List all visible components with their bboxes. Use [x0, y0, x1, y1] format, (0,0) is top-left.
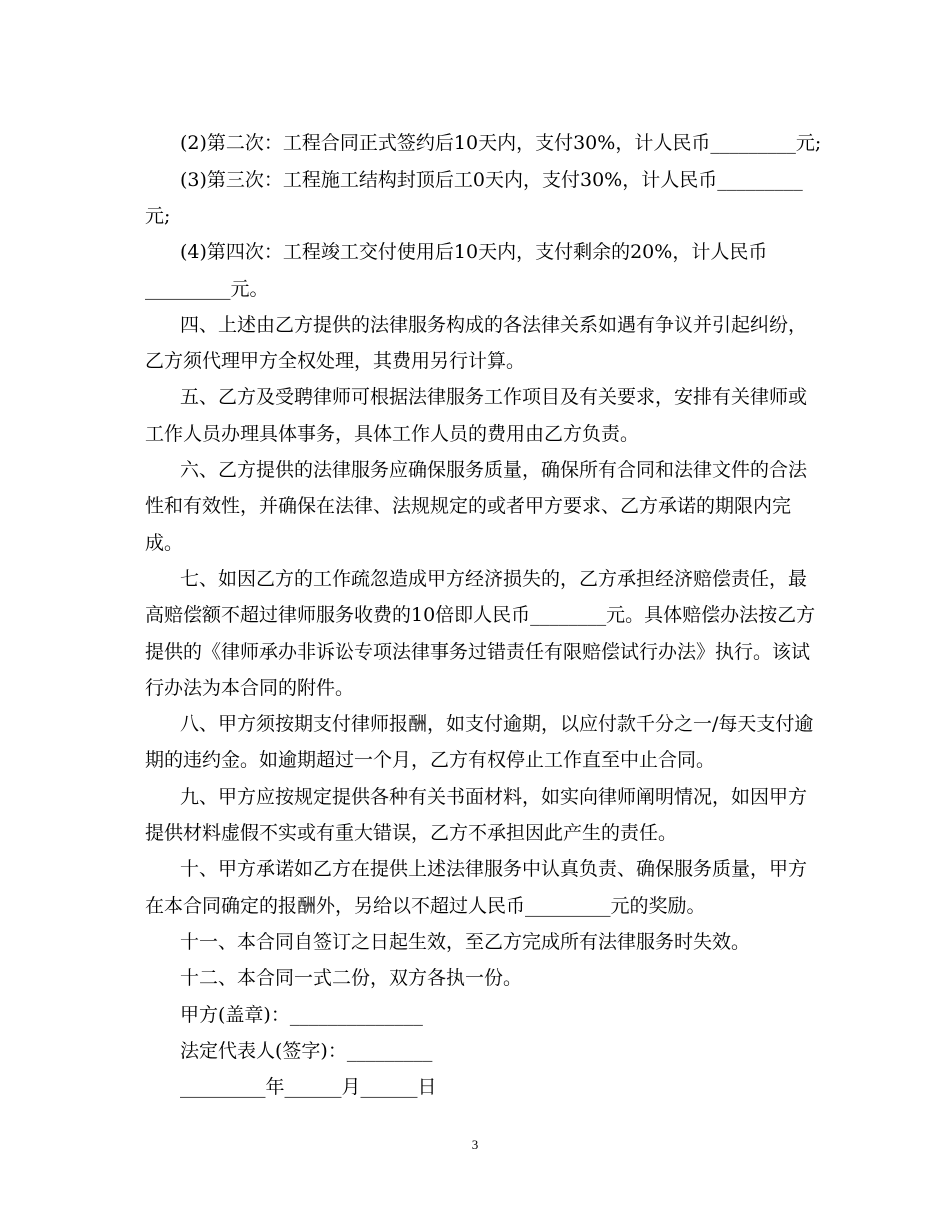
clause-7-line-4: 行办法为本合同的附件。 — [145, 677, 355, 699]
clause-6-line-1: 六、乙方提供的法律服务应确保服务质量，确保所有合同和法律文件的合法 — [180, 459, 808, 481]
payment-3-line: (3)第三次：工程施工结构封顶后工0天内，支付30%，计人民币_________ — [180, 169, 803, 191]
payment-2-line: (2)第二次：工程合同正式签约后10天内，支付30%，计人民币_________元; — [180, 132, 822, 154]
clause-9-line-1: 九、甲方应按规定提供各种有关书面材料，如实向律师阐明情况，如因甲方 — [180, 786, 808, 808]
payment-4-line-cont: _________元。 — [145, 278, 269, 300]
clause-8-line-1: 八、甲方须按期支付律师报酬，如支付逾期，以应付款千分之一/每天支付逾 — [180, 713, 814, 735]
clause-7-line-2: 高赔偿额不超过律师服务收费的10倍即人民币________元。具体赔偿办法按乙方 — [145, 604, 816, 626]
clause-4-line-1: 四、上述由乙方提供的法律服务构成的各法律关系如遇有争议并引起纠纷， — [180, 314, 808, 336]
clause-8-line-2: 期的违约金。如逾期超过一个月，乙方有权停止工作直至中止合同。 — [145, 749, 716, 771]
payment-4-line: (4)第四次：工程竣工交付使用后10天内，支付剩余的20%，计人民币 — [180, 241, 768, 263]
clause-10-line-1: 十、甲方承诺如乙方在提供上述法律服务中认真负责、确保服务质量，甲方 — [180, 858, 808, 880]
payment-3-line-cont: 元; — [145, 205, 171, 227]
clause-7-line-1: 七、如因乙方的工作疏忽造成甲方经济损失的，乙方承担经济赔偿责任，最 — [180, 568, 808, 590]
legal-rep-signature-line: 法定代表人(签字)：_________ — [180, 1040, 433, 1062]
clause-12-line: 十二、本合同一式二份，双方各执一份。 — [180, 967, 523, 989]
clause-4-line-2: 乙方须代理甲方全权处理，其费用另行计算。 — [145, 350, 526, 372]
clause-6-line-3: 成。 — [145, 532, 184, 554]
clause-9-line-2: 提供材料虚假不实或有重大错误，乙方不承担因此产生的责任。 — [145, 822, 678, 844]
clause-7-line-3: 提供的《律师承办非诉讼专项法律事务过错责任有限赔偿试行办法》执行。该试 — [145, 641, 811, 663]
clause-5-line-1: 五、乙方及受聘律师可根据法律服务工作项目及有关要求，安排有关律师或 — [180, 386, 808, 408]
party-a-seal-line: 甲方(盖章)：______________ — [180, 1004, 423, 1026]
clause-5-line-2: 工作人员办理具体事务，具体工作人员的费用由乙方负责。 — [145, 423, 640, 445]
clause-11-line: 十一、本合同自签订之日起生效，至乙方完成所有法律服务时失效。 — [180, 931, 751, 953]
clause-6-line-2: 性和有效性，并确保在法律、法规规定的或者甲方要求、乙方承诺的期限内完 — [145, 495, 792, 517]
clause-10-line-2: 在本合同确定的报酬外，另给以不超过人民币_________元的奖励。 — [145, 895, 706, 917]
page-number: 3 — [471, 1137, 479, 1152]
date-line: _________年______月______日 — [180, 1076, 437, 1098]
